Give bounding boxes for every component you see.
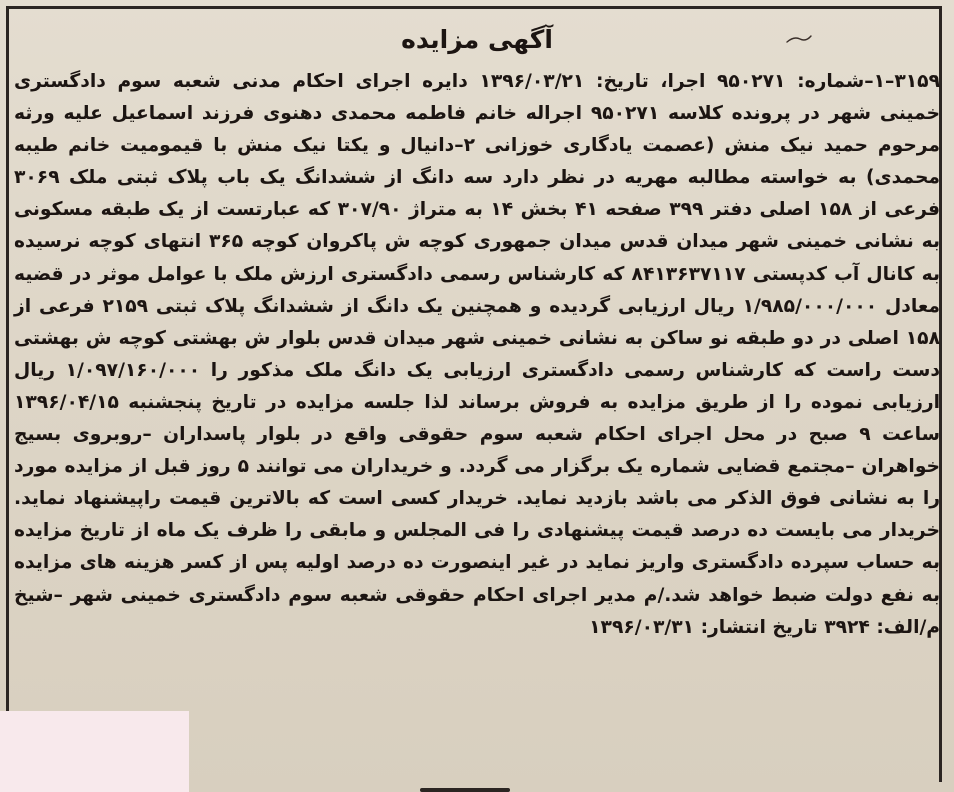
notice-title: آگهی مزایده: [401, 25, 553, 54]
notice-body: ۳۱۵۹–۱–شماره: ۹۵۰۲۷۱ اجرا، تاریخ: ۱۳۹۶/۰۳/۲۱ دایره اجرای احکام مدنی شعبه سوم دادگستری خمینی شهر در پرونده کلاسه ۹۵۰۲۷۱ اجراله خانم فاطمه محمدی دهنوی فرزند اسماعیل علیه ورثه مرحوم حمید نیک منش (عصمت یادگاری خوزانی ۲–دانیال و یکتا نیک منش با قیمومیت خانم طیبه محمدی) به خواسته مطالبه مهریه در نظر دارد سه دانگ از ششدانگ یک باب پلاک ثبتی ملک ۳۰۶۹ فرعی از ۱۵۸ اصلی دفتر ۳۹۹ صفحه ۴۱ بخش ۱۴ به متراژ ۳۰۷/۹۰ که عبارتست از یک طبقه مسکونی به نشانی خمینی شهر میدان قدس میدان جمهوری کوچه ش پاکروان کوچه ۳۶۵ انتهای کوچه نرسیده به کانال آب کدپستی ۸۴۱۳۶۳۷۱۱۷ که کارشناس رسمی دادگستری ارزش ملک با عوامل موثر در قضیه معادل ۱/۹۸۵/۰۰۰/۰۰۰ ریال ارزیابی گردیده و همچنین یک دانگ از ششدانگ پلاک ثبتی ۲۱۵۹ فرعی از ۱۵۸ اصلی در دو طبقه نو ساکن به نشانی خمینی شهر میدان قدس بلوار ش بهشتی کوچه ش بهشتی دست راست که کارشناس رسمی دادگستری ارزیابی یک دانگ ملک مذکور را ۱/۰۹۷/۱۶۰/۰۰۰ ریال ارزیابی نموده را از طریق مزایده به فروش برساند لذا جلسه مزایده در تاریخ پنجشنبه ۱۳۹۶/۰۴/۱۵ ساعت ۹ صبح در محل اجرای احکام شعبه سوم حقوقی واقع در بلوار پاسداران –روبروی بسیج خواهران –مجتمع قضایی شماره یک برگزار می گردد. و خریداران می توانند ۵ روز قبل از مزایده مورد را به نشانی فوق الذکر می باشد بازدید نماید. خریدار کسی است که بالاترین قیمت راپیشنهاد نماید. خریدار می بایست ده درصد قیمت پیشنهادی را فی المجلس و مابقی را ظرف یک ماه از تاریخ مزایده به حساب سپرده دادگستری واریز نماید در غیر اینصورت ده درصد اولیه پس از کسر هزینه های مزایده به نفع دولت ضبط خواهد شد./م مدیر اجرای احکام حقوقی شعبه سوم دادگستری خمینی شهر –شیخ م/الف: ۳۹۲۴ تاریخ انتشار: ۱۳۹۶/۰۳/۳۱: [14, 71, 941, 638]
blank-corner-patch: [0, 711, 189, 792]
pen-stroke-mark: [786, 34, 812, 44]
next-notice-fragment: [420, 783, 510, 792]
